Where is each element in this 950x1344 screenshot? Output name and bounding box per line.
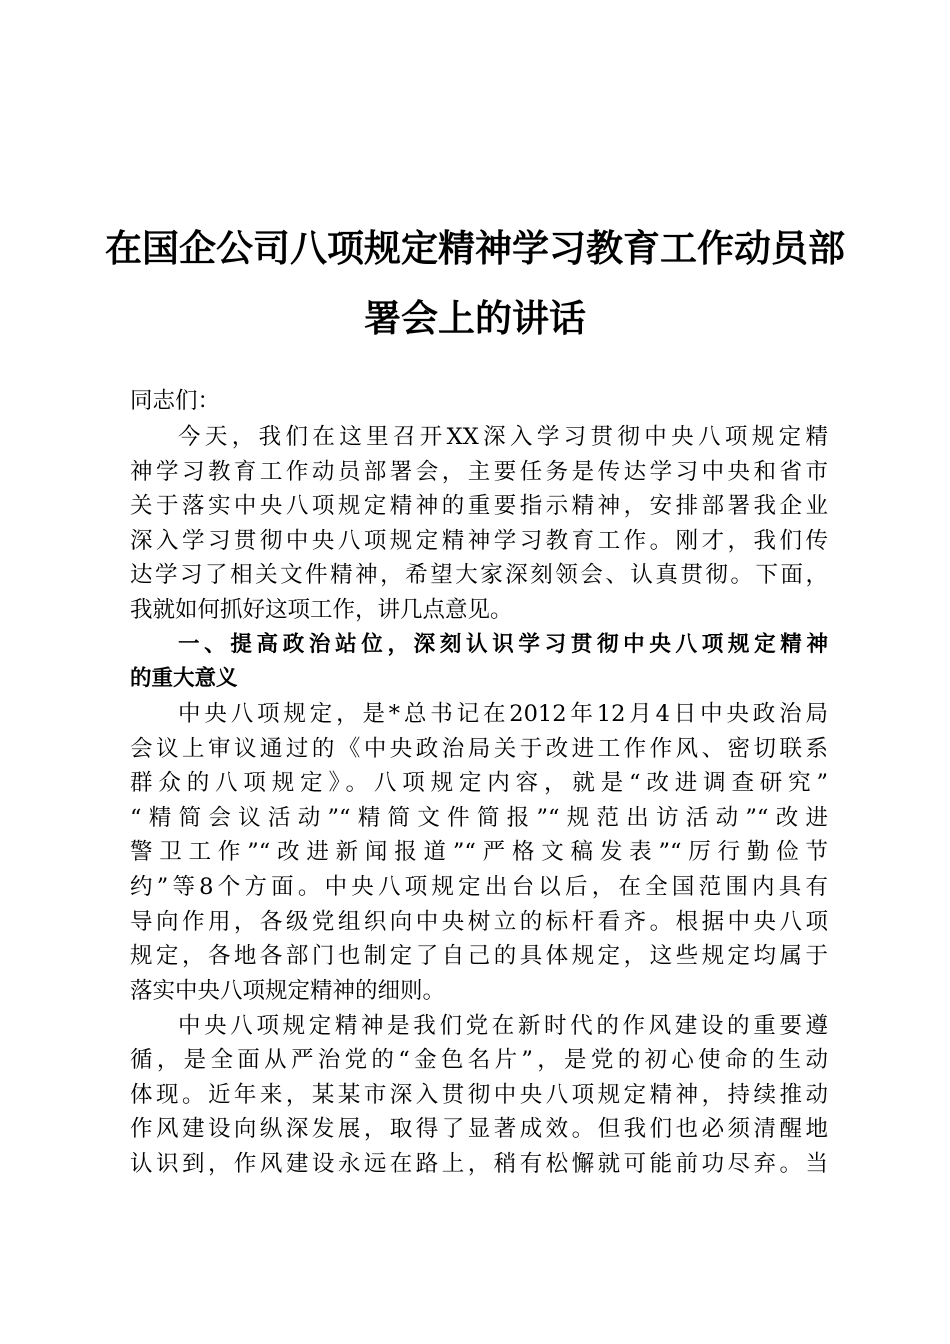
paragraph-3-line-4: 作风建设向纵深发展，取得了显著成效。但我们也必须清醒地 bbox=[130, 1116, 828, 1142]
document-title-line-2: 署会上的讲话 bbox=[364, 296, 586, 340]
paragraph-2-line-3: 群众的八项规定》。八项规定内容，就是“改进调查研究” bbox=[130, 770, 828, 796]
paragraph-1-line-2: 神学习教育工作动员部署会，主要任务是传达学习中央和省市 bbox=[130, 459, 828, 485]
paragraph-3-line-1: 中央八项规定精神是我们党在新时代的作风建设的重要遵 bbox=[178, 1013, 828, 1039]
paragraph-2-line-6: 约”等8个方面。中央八项规定出台以后，在全国范围内具有 bbox=[130, 874, 828, 900]
salutation: 同志们： bbox=[130, 388, 221, 414]
paragraph-3-line-2: 循，是全面从严治党的“金色名片”，是党的初心使命的生动 bbox=[130, 1047, 828, 1073]
paragraph-1-line-4: 深入学习贯彻中央八项规定精神学习教育工作。刚才，我们传 bbox=[130, 528, 828, 554]
paragraph-2-line-2: 会议上审议通过的《中央政治局关于改进工作作风、密切联系 bbox=[130, 736, 828, 762]
section-heading-1-line-1: 一、提高政治站位，深刻认识学习贯彻中央八项规定精神 bbox=[178, 632, 828, 657]
paragraph-1-line-5: 达学习了相关文件精神，希望大家深刻领会、认真贯彻。下面， bbox=[130, 562, 828, 588]
paragraph-1-line-1: 今天，我们在这里召开XX深入学习贯彻中央八项规定精 bbox=[178, 424, 828, 450]
paragraph-1-line-3: 关于落实中央八项规定精神的重要指示精神，安排部署我企业 bbox=[130, 493, 828, 519]
paragraph-2-line-4: “精简会议活动”“精简文件简报”“规范出访活动”“改进 bbox=[130, 805, 828, 831]
section-heading-1-line-2: 的重大意义 bbox=[130, 666, 238, 691]
paragraph-2-line-1: 中央八项规定，是*总书记在2012年12月4日中央政治局 bbox=[178, 701, 828, 727]
paragraph-2-line-9: 落实中央八项规定精神的细则。 bbox=[130, 978, 446, 1004]
paragraph-2-line-8: 规定，各地各部门也制定了自己的具体规定，这些规定均属于 bbox=[130, 943, 828, 969]
paragraph-2-line-7: 导向作用，各级党组织向中央树立的标杆看齐。根据中央八项 bbox=[130, 909, 828, 935]
paragraph-3-line-3: 体现。近年来，某某市深入贯彻中央八项规定精神，持续推动 bbox=[130, 1082, 828, 1108]
document-title-line-1: 在国企公司八项规定精神学习教育工作动员部 bbox=[105, 226, 845, 270]
paragraph-2-line-5: 警卫工作”“改进新闻报道”“严格文稿发表”“厉行勤俭节 bbox=[130, 839, 828, 865]
paragraph-1-line-6: 我就如何抓好这项工作，讲几点意见。 bbox=[130, 597, 513, 623]
paragraph-3-line-5: 认识到，作风建设永远在路上，稍有松懈就可能前功尽弃。当 bbox=[130, 1151, 828, 1177]
